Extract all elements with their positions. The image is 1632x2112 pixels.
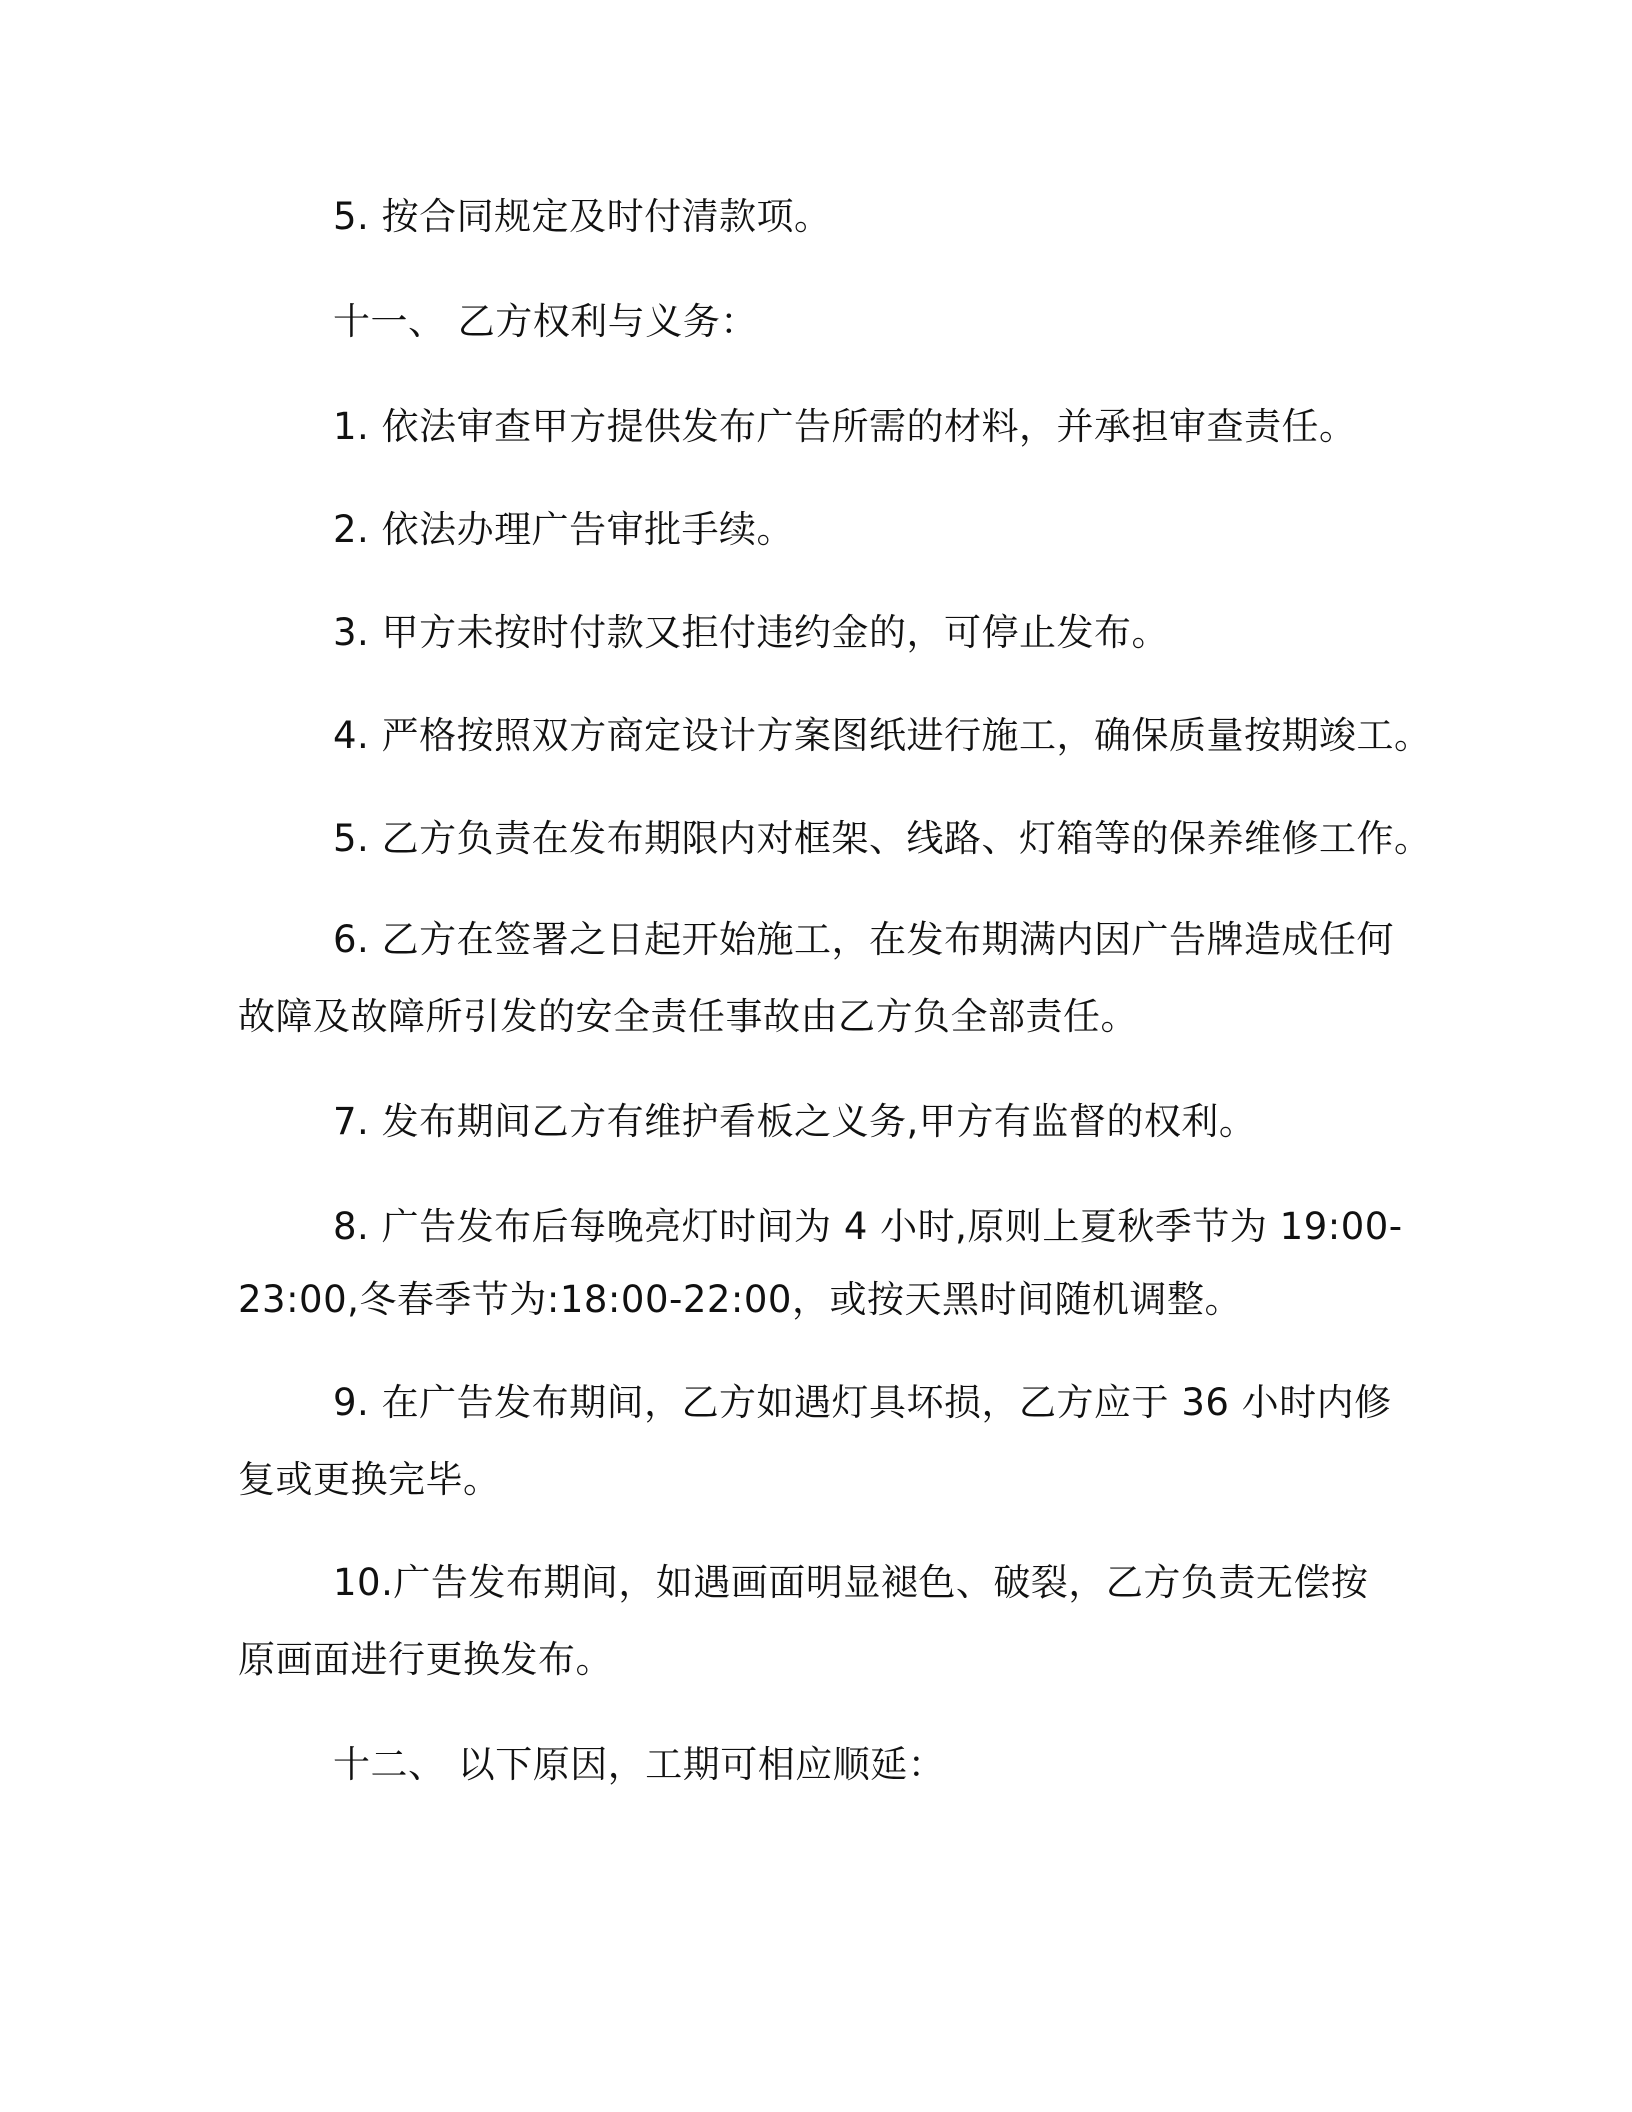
clause-party-b-item-6-line-2: 故障及故障所引发的安全责任事故由乙方负全部责任。 bbox=[238, 995, 1138, 1038]
clause-party-b-item-1: 1. 依法审查甲方提供发布广告所需的材料，并承担审查责任。 bbox=[333, 405, 1357, 448]
clause-party-b-item-10-line-2: 原画面进行更换发布。 bbox=[238, 1638, 613, 1681]
clause-party-b-item-3: 3. 甲方未按时付款又拒付违约金的，可停止发布。 bbox=[333, 611, 1170, 654]
section-heading-11: 十一、 乙方权利与义务： bbox=[333, 300, 758, 343]
clause-party-b-item-8-line-2: 23:00,冬春季节为:18:00-22:00，或按天黑时间随机调整。 bbox=[238, 1278, 1242, 1321]
clause-party-a-item-5: 5. 按合同规定及时付清款项。 bbox=[333, 195, 832, 238]
clause-party-b-item-5: 5. 乙方负责在发布期限内对框架、线路、灯箱等的保养维修工作。 bbox=[333, 817, 1432, 860]
clause-party-b-item-9-line-1: 9. 在广告发布期间，乙方如遇灯具坏损，乙方应于 36 小时内修 bbox=[333, 1381, 1392, 1424]
clause-party-b-item-8-line-1: 8. 广告发布后每晚亮灯时间为 4 小时,原则上夏秋季节为 19:00- bbox=[333, 1205, 1403, 1248]
clause-party-b-item-4: 4. 严格按照双方商定设计方案图纸进行施工，确保质量按期竣工。 bbox=[333, 714, 1432, 757]
clause-party-b-item-10-line-1: 10.广告发布期间，如遇画面明显褪色、破裂，乙方负责无偿按 bbox=[333, 1561, 1369, 1604]
clause-party-b-item-7: 7. 发布期间乙方有维护看板之义务,甲方有监督的权利。 bbox=[333, 1100, 1257, 1143]
clause-party-b-item-2: 2. 依法办理广告审批手续。 bbox=[333, 508, 795, 551]
clause-party-b-item-9-line-2: 复或更换完毕。 bbox=[238, 1458, 501, 1501]
section-heading-12: 十二、 以下原因，工期可相应顺延： bbox=[333, 1743, 946, 1786]
clause-party-b-item-6-line-1: 6. 乙方在签署之日起开始施工，在发布期满内因广告牌造成任何 bbox=[333, 918, 1395, 961]
